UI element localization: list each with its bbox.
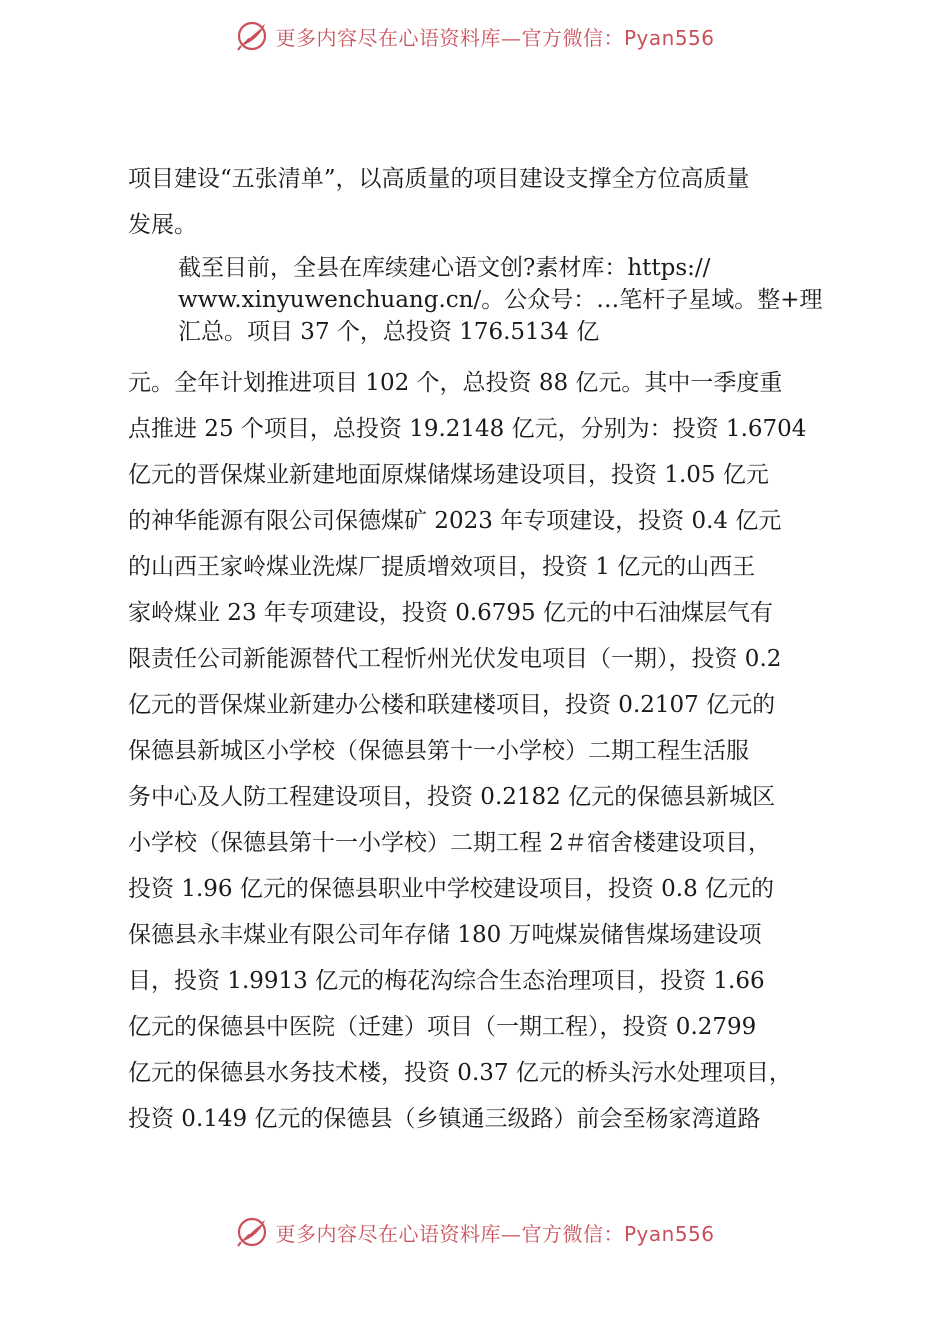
text-line: 汇总。项目 37 个，总投资 176.5134 亿	[178, 319, 600, 345]
text-line: 元。全年计划推进项目 102 个，总投资 88 亿元。其中一季度重	[128, 370, 783, 396]
quill-pen-logo-icon	[235, 19, 269, 53]
banner-text	[275, 1218, 714, 1247]
text-line: 限责任公司新能源替代工程忻州光伏发电项目（一期），投资 0.2	[128, 646, 782, 672]
text-line: 保德县永丰煤业有限公司年存储 180 万吨煤炭储售煤场建设项	[128, 922, 762, 948]
footer-banner	[0, 1210, 950, 1254]
paragraph-3	[128, 360, 840, 1142]
text-line: 截至目前，全县在库续建心语文创?素材库：https://	[178, 255, 711, 281]
header-banner-inner	[235, 19, 714, 53]
text-line: 发展。	[128, 212, 197, 238]
banner-title: 更多内容尽在心语资料库—官方微信：	[275, 25, 624, 50]
banner-text	[275, 22, 714, 51]
text-line: 务中心及人防工程建设项目，投资 0.2182 亿元的保德县新城区	[128, 784, 776, 810]
quill-pen-logo-icon	[235, 1215, 269, 1249]
text-line: 小学校（保德县第十一小学校）二期工程 2＃宿舍楼建设项目，	[128, 830, 771, 856]
text-line: 亿元的保德县水务技术楼，投资 0.37 亿元的桥头污水处理项目，	[128, 1060, 792, 1086]
banner-title: 更多内容尽在心语资料库—官方微信：	[275, 1221, 624, 1246]
header-banner	[0, 14, 950, 58]
text-line: 的山西王家岭煤业洗煤厂提质增效项目，投资 1 亿元的山西王	[128, 554, 756, 580]
text-line: www.xinyuwenchuang.cn/。公众号：…笔杆子星域。整+理	[178, 287, 823, 313]
footer-banner-inner	[235, 1215, 714, 1249]
text-line: 的神华能源有限公司保德煤矿 2023 年专项建设，投资 0.4 亿元	[128, 508, 782, 534]
wechat-handle: Pyan556	[623, 25, 715, 50]
text-line: 亿元的保德县中医院（迁建）项目（一期工程），投资 0.2799	[128, 1014, 757, 1040]
text-line: 保德县新城区小学校（保德县第十一小学校）二期工程生活服	[128, 738, 749, 764]
text-line: 点推进 25 个项目，总投资 19.2148 亿元，分别为：投资 1.6704	[128, 416, 807, 442]
paragraph-1	[128, 156, 840, 248]
text-line: 目，投资 1.9913 亿元的梅花沟综合生态治理项目，投资 1.66	[128, 968, 765, 994]
paragraph-2	[178, 252, 840, 348]
text-line: 项目建设“五张清单”，以高质量的项目建设支撑全方位高质量	[128, 166, 750, 192]
text-line: 投资 0.149 亿元的保德县（乡镇通三级路）前会至杨家湾道路	[128, 1106, 761, 1132]
text-line: 亿元的晋保煤业新建地面原煤储煤场建设项目，投资 1.05 亿元	[128, 462, 769, 488]
text-line: 亿元的晋保煤业新建办公楼和联建楼项目，投资 0.2107 亿元的	[128, 692, 776, 718]
text-line: 家岭煤业 23 年专项建设，投资 0.6795 亿元的中石油煤层气有	[128, 600, 773, 626]
document-body	[128, 156, 840, 1142]
text-line: 投资 1.96 亿元的保德县职业中学校建设项目，投资 0.8 亿元的	[128, 876, 775, 902]
wechat-handle: Pyan556	[623, 1221, 715, 1246]
